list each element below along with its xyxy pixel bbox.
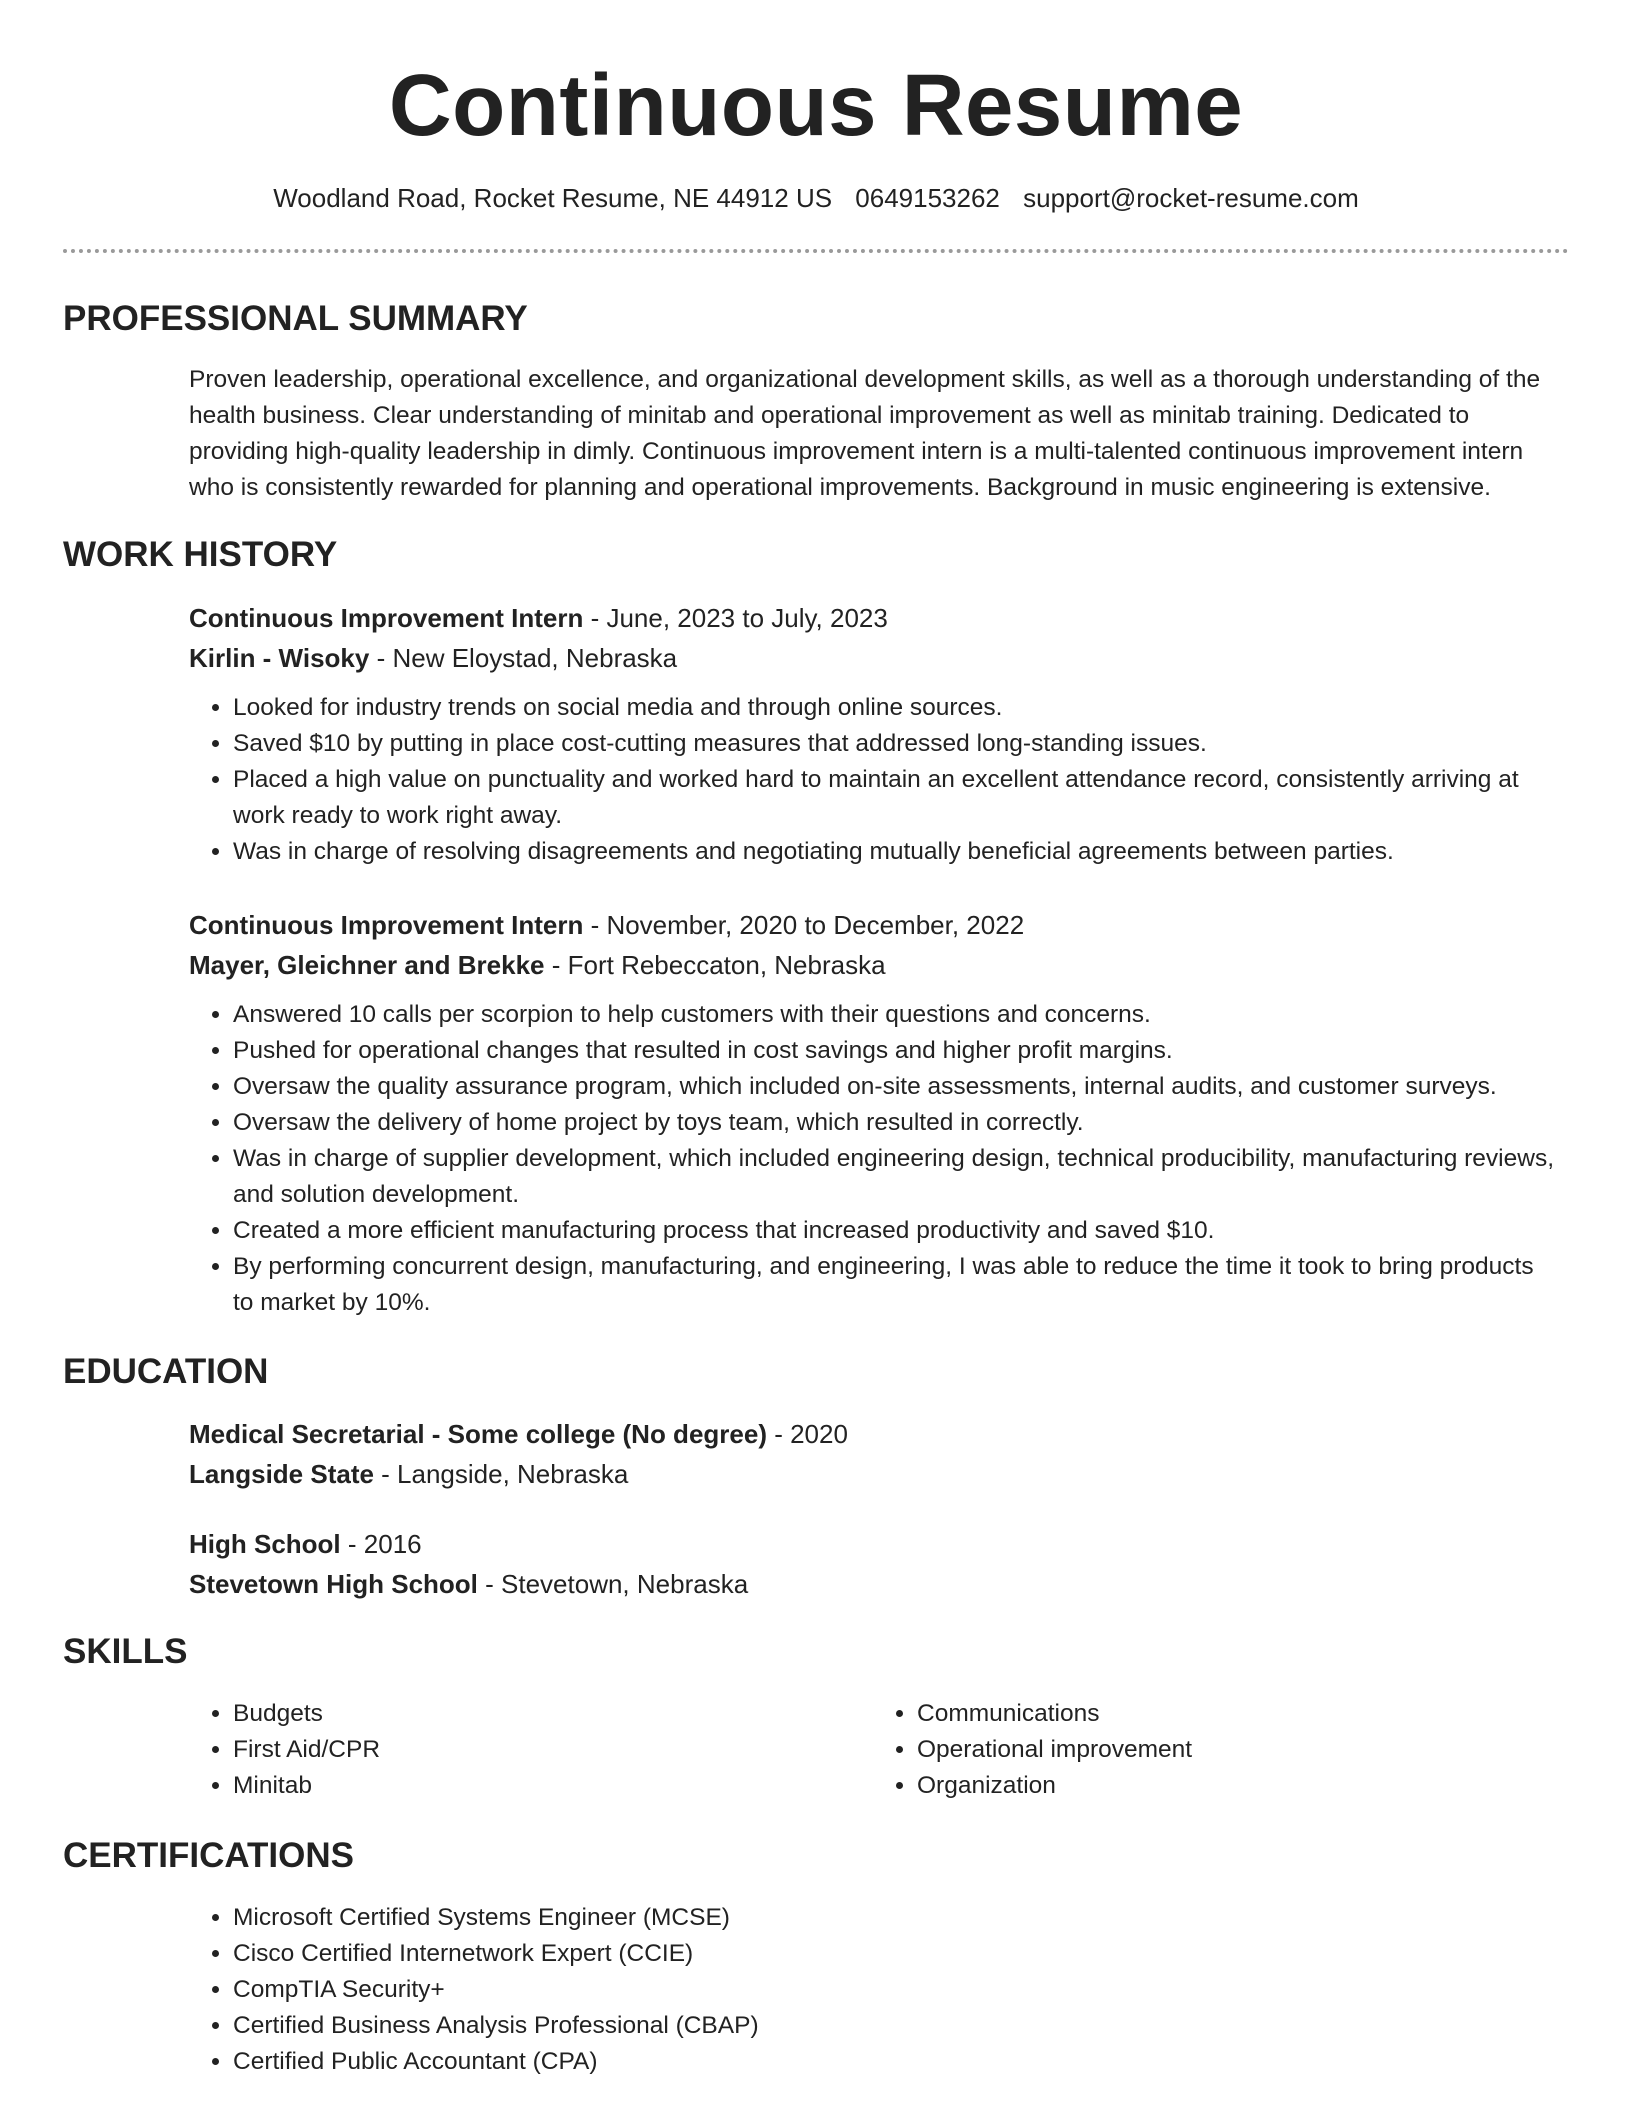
summary-text: Proven leadership, operational excellence, and organizational development skills, as well as a thorough understanding of the health business. Clear understanding of minitab and operational improvement as well as minitab training. Dedicated to providing high-quality leadership in dimly. Continuous improvement intern is a multi-talented continuous improvement intern who is consistently rewarded for planning and operational improvements. Background in music engineering is extensive. xyxy=(189,366,1541,501)
list-item: • Placed a high value on punctuality and worked hard to maintain an excellent attendance record, consistently arriving at work ready to work right away. xyxy=(233,762,1557,834)
list-item: • Created a more efficient manufacturing process that increased productivity and saved $10. xyxy=(233,1213,1557,1249)
degree-line xyxy=(189,1414,1557,1454)
school-name: Stevetown High School xyxy=(189,1569,478,1599)
skill-item: • Minitab xyxy=(233,1768,873,1804)
skills-section xyxy=(189,1696,1557,1804)
skills-column-right xyxy=(873,1696,1557,1804)
degree-year: - 2020 xyxy=(766,1419,848,1449)
job-company: Kirlin - Wisoky xyxy=(189,643,370,673)
contact-phone: 0649153262 xyxy=(855,183,1000,213)
skills-grid xyxy=(189,1696,1557,1804)
header-divider xyxy=(63,249,1569,253)
certification-item: • CompTIA Security+ xyxy=(233,1972,1557,2008)
list-item: • Answered 10 calls per scorpion to help customers with their questions and concerns. xyxy=(233,997,1557,1033)
job-company: Mayer, Gleichner and Brekke xyxy=(189,950,545,980)
job-bullets xyxy=(189,690,1557,870)
certification-item: • Certified Business Analysis Professional (CBAP) xyxy=(233,2008,1557,2044)
job-role: Continuous Improvement Intern xyxy=(189,603,584,633)
summary-section xyxy=(189,362,1557,506)
list-item: • Oversaw the quality assurance program, which included on-site assessments, internal audits, and customer surveys. xyxy=(233,1069,1557,1105)
list-item: • Looked for industry trends on social media and through online sources. xyxy=(233,690,1557,726)
education-heading: EDUCATION xyxy=(63,1352,269,1391)
certification-item: • Cisco Certified Internetwork Expert (CCIE) xyxy=(233,1936,1557,1972)
list-item: • By performing concurrent design, manufacturing, and engineering, I was able to reduce the time it took to bring products to market by 10%. xyxy=(233,1249,1557,1321)
list-item: • Was in charge of supplier development, which included engineering design, technical producibility, manufacturing reviews, and solution development. xyxy=(233,1141,1557,1213)
list-item: • Oversaw the delivery of home project by toys team, which resulted in correctly. xyxy=(233,1105,1557,1141)
school-location: - Langside, Nebraska xyxy=(373,1459,629,1489)
list-item: • Pushed for operational changes that resulted in cost savings and higher profit margins. xyxy=(233,1033,1557,1069)
list-item: • Saved $10 by putting in place cost-cutting measures that addressed long-standing issues. xyxy=(233,726,1557,762)
certifications-section xyxy=(189,1900,1557,2080)
degree-name: High School xyxy=(189,1529,341,1559)
skills-column-left xyxy=(189,1696,873,1804)
school-name: Langside State xyxy=(189,1459,374,1489)
skill-item: • Organization xyxy=(917,1768,1557,1804)
job-dates: - November, 2020 to December, 2022 xyxy=(583,910,1025,940)
job-location: - New Eloystad, Nebraska xyxy=(369,643,678,673)
degree-year: - 2016 xyxy=(340,1529,422,1559)
contact-address: Woodland Road, Rocket Resume, NE 44912 US xyxy=(273,183,833,213)
certification-item: • Microsoft Certified Systems Engineer (MCSE) xyxy=(233,1900,1557,1936)
skill-item: • Budgets xyxy=(233,1696,873,1732)
job-entry xyxy=(189,905,1557,1321)
job-title-line xyxy=(189,905,1557,945)
list-item: • Was in charge of resolving disagreements and negotiating mutually beneficial agreements between parties. xyxy=(233,834,1557,870)
degree-name: Medical Secretarial - Some college (No degree) xyxy=(189,1419,767,1449)
job-title-line xyxy=(189,598,1557,638)
school-location: - Stevetown, Nebraska xyxy=(477,1569,749,1599)
skill-item: • Operational improvement xyxy=(917,1732,1557,1768)
skills-heading: SKILLS xyxy=(63,1632,188,1671)
education-entry xyxy=(189,1524,1557,1604)
skill-item: • First Aid/CPR xyxy=(233,1732,873,1768)
job-dates: - June, 2023 to July, 2023 xyxy=(583,603,888,633)
job-bullets xyxy=(189,997,1557,1321)
education-entry xyxy=(189,1414,1557,1494)
degree-line xyxy=(189,1524,1557,1564)
certifications-heading: CERTIFICATIONS xyxy=(63,1836,355,1875)
summary-heading: PROFESSIONAL SUMMARY xyxy=(63,299,528,338)
job-entry xyxy=(189,598,1557,870)
contact-email: support@rocket-resume.com xyxy=(1023,183,1359,213)
job-company-line xyxy=(189,638,1557,678)
certification-item: • Certified Public Accountant (CPA) xyxy=(233,2044,1557,2080)
job-location: - Fort Rebeccaton, Nebraska xyxy=(544,950,886,980)
job-company-line xyxy=(189,945,1557,985)
school-line xyxy=(189,1454,1557,1494)
certifications-list xyxy=(189,1900,1557,2080)
contact-line xyxy=(0,180,1632,216)
resume-name: Continuous Resume xyxy=(388,57,1244,154)
school-line xyxy=(189,1564,1557,1604)
work-history-heading: WORK HISTORY xyxy=(63,535,338,574)
skill-item: • Communications xyxy=(917,1696,1557,1732)
job-role: Continuous Improvement Intern xyxy=(189,910,584,940)
